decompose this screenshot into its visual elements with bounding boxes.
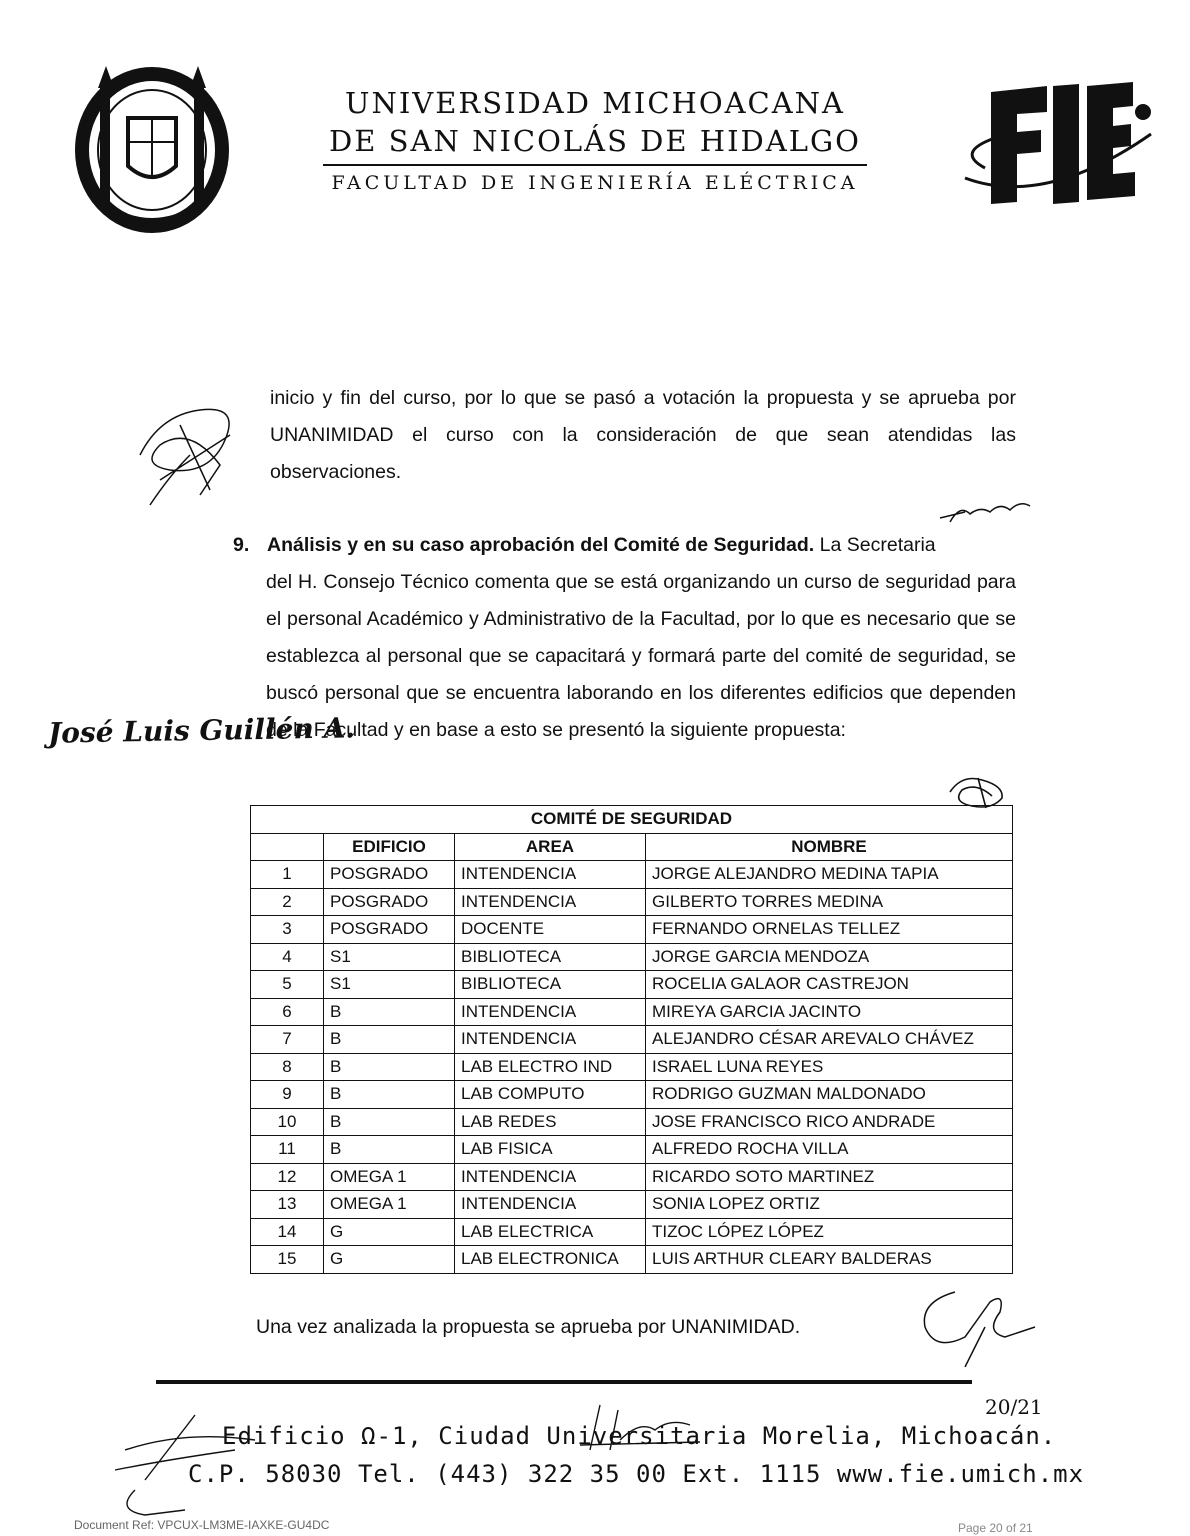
university-name-line1: UNIVERSIDAD MICHOACANA xyxy=(345,86,845,120)
row-edificio: OMEGA 1 xyxy=(324,1191,455,1219)
table-row xyxy=(251,1218,1013,1246)
row-area: LAB ELECTRONICA xyxy=(455,1246,646,1274)
row-nombre: TIZOC LÓPEZ LÓPEZ xyxy=(646,1218,1013,1246)
row-number: 8 xyxy=(251,1053,324,1081)
footer-rule xyxy=(156,1380,972,1384)
table-row xyxy=(251,1136,1013,1164)
row-nombre: ALFREDO ROCHA VILLA xyxy=(646,1136,1013,1164)
row-nombre: FERNANDO ORNELAS TELLEZ xyxy=(646,916,1013,944)
row-area: INTENDENCIA xyxy=(455,1191,646,1219)
row-number: 13 xyxy=(251,1191,324,1219)
row-area: LAB FISICA xyxy=(455,1136,646,1164)
row-area: LAB REDES xyxy=(455,1108,646,1136)
table-row xyxy=(251,1191,1013,1219)
row-number: 6 xyxy=(251,998,324,1026)
row-edificio: G xyxy=(324,1218,455,1246)
row-area: LAB COMPUTO xyxy=(455,1081,646,1109)
row-number: 1 xyxy=(251,861,324,889)
row-nombre: SONIA LOPEZ ORTIZ xyxy=(646,1191,1013,1219)
row-nombre: ISRAEL LUNA REYES xyxy=(646,1053,1013,1081)
row-number: 11 xyxy=(251,1136,324,1164)
row-edificio: S1 xyxy=(324,971,455,999)
column-header-edificio: EDIFICIO xyxy=(324,833,455,861)
page-number: 20/21 xyxy=(985,1395,1043,1419)
margin-signature-2 xyxy=(935,496,1035,526)
row-area: INTENDENCIA xyxy=(455,998,646,1026)
row-area: INTENDENCIA xyxy=(455,861,646,889)
row-area: LAB ELECTRICA xyxy=(455,1218,646,1246)
row-area: INTENDENCIA xyxy=(455,1163,646,1191)
row-edificio: B xyxy=(324,1026,455,1054)
row-number: 5 xyxy=(251,971,324,999)
table-row xyxy=(251,888,1013,916)
row-nombre: ROCELIA GALAOR CASTREJON xyxy=(646,971,1013,999)
row-number: 14 xyxy=(251,1218,324,1246)
row-nombre: GILBERTO TORRES MEDINA xyxy=(646,888,1013,916)
row-edificio: POSGRADO xyxy=(324,888,455,916)
row-number: 7 xyxy=(251,1026,324,1054)
item-number: 9. xyxy=(233,534,250,556)
row-nombre: JORGE GARCIA MENDOZA xyxy=(646,943,1013,971)
closing-statement: Una vez analizada la propuesta se aprueba por UNANIMIDAD. xyxy=(256,1316,801,1338)
footer-address-line2: C.P. 58030 Tel. (443) 322 35 00 Ext. 1115 www.fie.umich.mx xyxy=(188,1460,1085,1488)
item-lead: La Secretaria xyxy=(814,534,936,556)
row-number: 15 xyxy=(251,1246,324,1274)
university-name-line2: DE SAN NICOLÁS DE HIDALGO xyxy=(323,122,867,166)
table-row xyxy=(251,1163,1013,1191)
row-nombre: ALEJANDRO CÉSAR AREVALO CHÁVEZ xyxy=(646,1026,1013,1054)
row-edificio: B xyxy=(324,1081,455,1109)
row-area: LAB ELECTRO IND xyxy=(455,1053,646,1081)
row-edificio: S1 xyxy=(324,943,455,971)
row-nombre: RODRIGO GUZMAN MALDONADO xyxy=(646,1081,1013,1109)
table-row xyxy=(251,1246,1013,1274)
table-row xyxy=(251,916,1013,944)
row-area: BIBLIOTECA xyxy=(455,971,646,999)
table-row xyxy=(251,1108,1013,1136)
row-number: 4 xyxy=(251,943,324,971)
column-header-nombre: NOMBRE xyxy=(646,833,1013,861)
page-footer: Page 20 of 21 xyxy=(958,1521,1033,1535)
table-header-row xyxy=(251,833,1013,861)
table-row xyxy=(251,1026,1013,1054)
row-nombre: JORGE ALEJANDRO MEDINA TAPIA xyxy=(646,861,1013,889)
letterhead xyxy=(300,84,890,194)
margin-signature-4 xyxy=(915,1282,1045,1367)
row-number: 12 xyxy=(251,1163,324,1191)
safety-committee-table xyxy=(250,805,1013,1274)
fie-logo xyxy=(955,82,1155,212)
row-edificio: POSGRADO xyxy=(324,861,455,889)
paragraph-course-approval: inicio y fin del curso, por lo que se pasó a votación la propuesta y se aprueba por UNANIMIDAD el curso con la consideración de que sean atendidas las observaciones. xyxy=(270,387,1016,483)
row-nombre: RICARDO SOTO MARTINEZ xyxy=(646,1163,1013,1191)
row-edificio: B xyxy=(324,1108,455,1136)
row-nombre: LUIS ARTHUR CLEARY BALDERAS xyxy=(646,1246,1013,1274)
row-edificio: B xyxy=(324,998,455,1026)
row-number: 3 xyxy=(251,916,324,944)
table-row xyxy=(251,998,1013,1026)
column-header-area: AREA xyxy=(455,833,646,861)
table-row xyxy=(251,971,1013,999)
row-area: BIBLIOTECA xyxy=(455,943,646,971)
column-header-number xyxy=(251,833,324,861)
row-edificio: OMEGA 1 xyxy=(324,1163,455,1191)
row-nombre: MIREYA GARCIA JACINTO xyxy=(646,998,1013,1026)
row-nombre: JOSE FRANCISCO RICO ANDRADE xyxy=(646,1108,1013,1136)
table-row xyxy=(251,1053,1013,1081)
table-title: COMITÉ DE SEGURIDAD xyxy=(251,806,1013,834)
handwritten-name: José Luis Guillén A. xyxy=(47,711,356,750)
row-area: INTENDENCIA xyxy=(455,888,646,916)
row-edificio: B xyxy=(324,1053,455,1081)
agenda-item-9 xyxy=(233,527,1016,564)
row-edificio: POSGRADO xyxy=(324,916,455,944)
table-row xyxy=(251,1081,1013,1109)
row-number: 10 xyxy=(251,1108,324,1136)
margin-signature-1 xyxy=(130,395,250,510)
table-row xyxy=(251,861,1013,889)
row-edificio: G xyxy=(324,1246,455,1274)
row-edificio: B xyxy=(324,1136,455,1164)
university-seal-logo xyxy=(68,58,236,234)
agenda-item-9-text: del H. Consejo Técnico comenta que se está organizando un curso de seguridad para el personal Académico y Administrativo de la Facultad, por lo que es necesario que se establezca al personal que se capacitará y formará parte del comité de seguridad, se buscó personal que se encuentra laborando en los diferentes edificios que dependen de la Facultad y en base a esto se presentó la siguiente propuesta: xyxy=(266,571,1016,741)
table-row xyxy=(251,943,1013,971)
footer-address-line1: Edificio Ω-1, Ciudad Universitaria Morelia, Michoacán. xyxy=(222,1422,1057,1450)
item-heading: Análisis y en su caso aprobación del Comité de Seguridad. xyxy=(267,534,815,556)
row-area: INTENDENCIA xyxy=(455,1026,646,1054)
table-title-row xyxy=(251,806,1013,834)
row-number: 2 xyxy=(251,888,324,916)
row-number: 9 xyxy=(251,1081,324,1109)
faculty-name: FACULTAD DE INGENIERÍA ELÉCTRICA xyxy=(331,172,859,194)
document-reference: Document Ref: VPCUX-LM3ME-IAXKE-GU4DC xyxy=(74,1518,330,1532)
row-area: DOCENTE xyxy=(455,916,646,944)
